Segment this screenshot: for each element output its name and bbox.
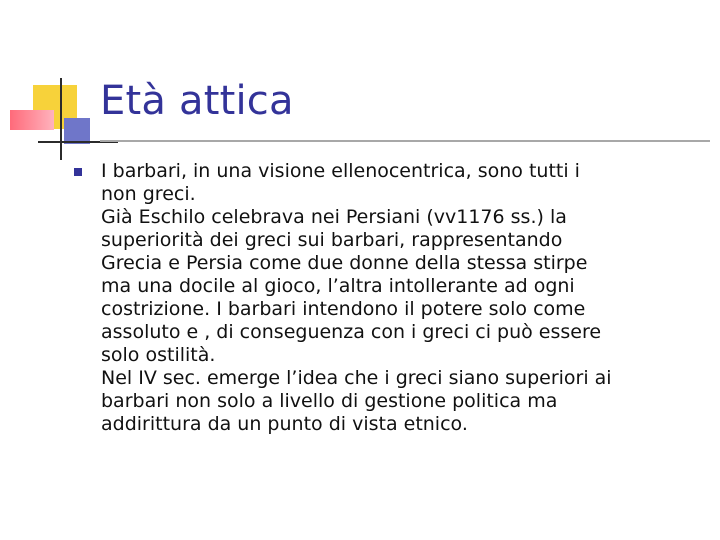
- text-line: non greci.: [101, 183, 196, 205]
- text-line: Nel IV sec. emerge l’idea che i greci siano superiori ai: [101, 367, 612, 389]
- text-line: barbari non solo a livello di gestione politica ma: [101, 390, 558, 412]
- text-line: Grecia e Persia come due donne della stessa stirpe: [101, 252, 588, 274]
- paragraph-iv-secolo: [101, 367, 701, 436]
- text-line: solo ostilità.: [101, 344, 216, 366]
- logo-red-bar: [10, 110, 54, 130]
- square-bullet-icon: [74, 168, 82, 176]
- text-line: I barbari, in una visione ellenocentrica, sono tutti i: [101, 160, 580, 182]
- paragraph-eschilo: [101, 206, 701, 367]
- slide-title: Età attica: [100, 78, 294, 124]
- text-line: Già Eschilo celebrava nei Persiani (vv1176 ss.) la: [101, 206, 567, 228]
- bullet-paragraph: [101, 160, 701, 206]
- logo-vertical-line: [60, 78, 62, 160]
- title-underline: [100, 140, 710, 142]
- text-line: superiorità dei greci sui barbari, rappresentando: [101, 229, 563, 251]
- text-line: assoluto e , di conseguenza con i greci ci può essere: [101, 321, 602, 343]
- text-line: costrizione. I barbari intendono il potere solo come: [101, 298, 586, 320]
- slide-body: [101, 160, 701, 436]
- text-line: addirittura da un punto di vista etnico.: [101, 413, 468, 435]
- text-line: ma una docile al gioco, l’altra intollerante ad ogni: [101, 275, 575, 297]
